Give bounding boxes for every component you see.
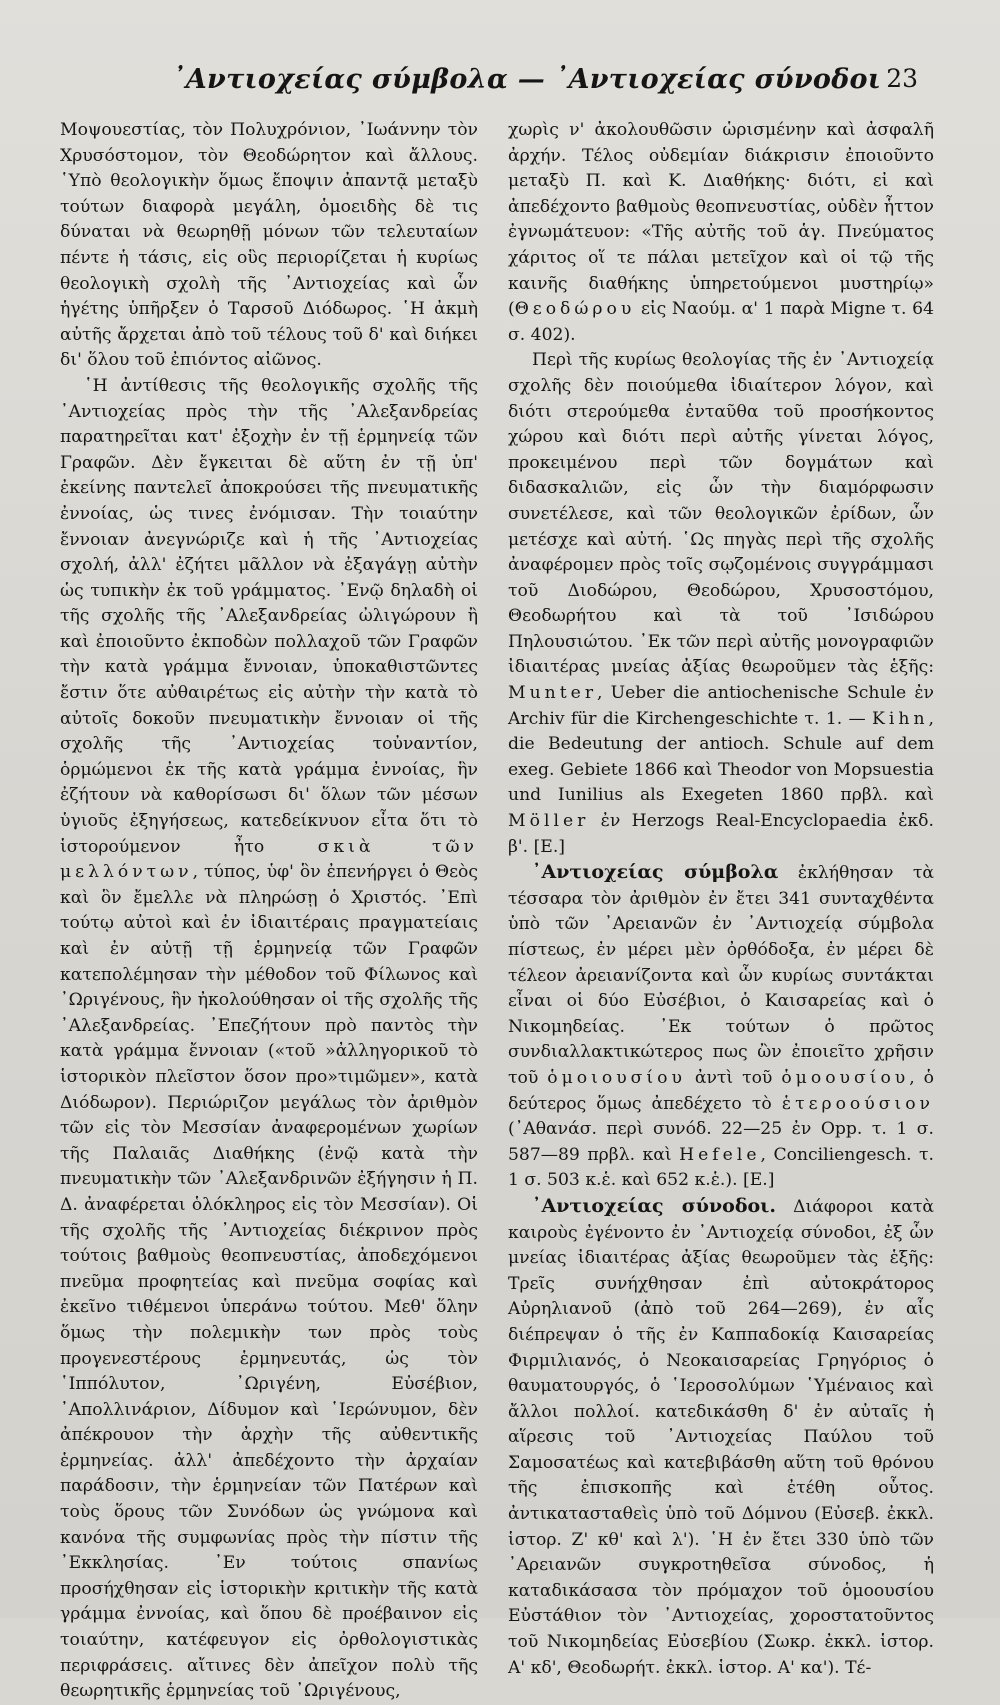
author-name: Kihn — [872, 708, 929, 729]
spaced-emphasis: ἑτεροούσιον — [781, 1093, 934, 1114]
author-name: Munter — [508, 683, 598, 704]
running-title: ᾿Αντιοχείας σύμβολα — ᾿Αντιοχείας σύνοδοι — [172, 64, 882, 95]
entry-title: ᾿Αντιοχείας σύμβολα — [532, 861, 779, 884]
author-name: Hefele — [679, 1144, 761, 1165]
spaced-emphasis: ὁμοιουσίου — [547, 1067, 686, 1088]
spaced-emphasis: ὁμοουσίου — [781, 1067, 910, 1088]
entry-title: ᾿Αντιοχείας σύνοδοι. — [532, 1194, 776, 1217]
spaced-emphasis: σκιὰ τῶν μελλόντων — [60, 836, 478, 883]
right-column — [508, 118, 934, 1681]
entry: ᾿Αντιοχείας σύνοδοι. Διάφοροι κατὰ καιροὺς ἐγένοντο ἐν ᾿Αντιοχείᾳ σύνοδοι, ἐξ ὧν μνείας ἰδιαιτέρας ἀξίας θεωροῦμεν τὰς ἑξῆς: Τρεῖς συνήχθησαν ἐπὶ αὐτοκράτορος Αὐρηλιανοῦ (ἀπὸ τοῦ 264—269), ἐν αἷς διέπρεψαν ὁ τῆς ἐν Καππαδοκίᾳ Καισαρείας Φιρμιλιανός, ὁ Νεοκαισαρείας Γρηγόριος ὁ θαυματουργός, ὁ ῾Ιεροσολύμων ῾Υμέναιος καὶ ἄλλοι πολλοί. κατεδικάσθη δ' ἐν αὐταῖς ἡ αἵρεσις τοῦ ᾿Αντιοχείας Παύλου τοῦ Σαμοσατέως καὶ κατεβιβάσθη αὕτη τοῦ θρόνου τῆς ἐπισκοπῆς καὶ ἐτέθη οὗτος. ἀντικατασταθεὶς ὑπὸ τοῦ Δόμνου (Εὐσεβ. ἐκκλ. ἱστορ. Ζ' κθ' καὶ λ'). ῾Η ἐν ἔτει 330 ὑπὸ τῶν ᾿Αρειανῶν συγκροτηθεῖσα σύνοδος, ἡ καταδικάσασα τὸν πρόμαχον τοῦ ὁμοουσίου Εὐστάθιον τὸν ᾿Αντιοχείας, χοροστατοῦντος τοῦ Νικομηδείας Εὐσεβίου (Σωκρ. ἐκκλ. ἱστορ. Α' κδ', Θεοδωρήτ. ἐκκλ. ἱστορ. Α' κα'). Τέ- — [508, 1194, 934, 1678]
running-header — [0, 60, 1000, 104]
paragraph: χωρὶς ν' ἀκολουθῶσιν ὡρισμένην καὶ ἀσφαλῆ ἀρχήν. Τέλος οὐδεμίαν διάκρισιν ἐποιοῦντο μεταξὺ Π. καὶ Κ. Διαθήκης· διότι, εἰ καὶ ἀπεδέχοντο βαθμοὺς θεοπνευστίας, οὐδὲν ἧττον ἐγνωμάτευον: «Τῆς αὐτῆς τοῦ ἁγ. Πνεύματος χάριτος οἵ τε πάλαι μετεῖχον καὶ οἱ τῷ τῆς καινῆς διαθήκης ὑπηρετούμενοι μυστηρίῳ» (Θεοδώρου εἰς Ναούμ. α' 1 παρὰ Migne τ. 64 σ. 402). — [508, 120, 934, 345]
paragraph: Περὶ τῆς κυρίως θεολογίας τῆς ἐν ᾿Αντιοχείᾳ σχολῆς δὲν ποιούμεθα ἰδιαίτερον λόγον, καὶ διότι στερούμεθα ἐνταῦθα τοῦ προσήκοντος χώρου καὶ διότι περὶ αὐτῆς γίνεται λόγος, προκειμένου περὶ τῶν δογμάτων καὶ διδασκαλιῶν, εἰς ὧν τὴν διαμόρφωσιν συνετέλεσε, καὶ τῶν θεολογικῶν ἐρίδων, ὧν μετέσχε καὶ αὐτή. ῾Ως πηγὰς περὶ τῆς σχολῆς ἀναφέρομεν πρὸς τοῖς σῳζομένοις συγγράμμασι τοῦ Διοδώρου, Θεοδώρου, Χρυσοστόμου, Θεοδωρήτου καὶ τὰ τοῦ ᾿Ισιδώρου Πηλουσιώτου. ᾿Εκ τῶν περὶ αὐτῆς μονογραφιῶν ἰδιαιτέρας μνείας ἀξίας θεωροῦμεν τὰς ἑξῆς: Munter, Ueber die antiochenische Schule ἐν Archiv für die Kirchengeschichte τ. 1. — Kihn, die Bedeutung der antioch. Schule auf dem exeg. Gebiete 1866 καὶ Theodor von Mopsuestia und Iunilius als Exegeten 1860 πρβλ. καὶ Möller ἐν Herzogs Real-Encyclopaedia ἐκδ. β'. [E.] — [508, 350, 934, 857]
page-number: 23 — [886, 64, 918, 93]
entry: ᾿Αντιοχείας σύμβολα ἐκλήθησαν τὰ τέσσαρα τὸν ἀριθμὸν ἐν ἔτει 341 συνταχθέντα ὑπὸ τῶν ᾿Αρειανῶν ἐν ᾿Αντιοχείᾳ σύμβολα πίστεως, ἐν μέρει μὲν ὀρθόδοξα, ἐν μέρει δὲ τέλεον ἀρειανίζοντα καὶ ὧν κυρίως συντάκται εἶναι οἱ δύο Εὐσέβιοι, ὁ Καισαρείας καὶ ὁ Νικομηδείας. ᾿Εκ τούτων ὁ πρῶτος συνδιαλλακτικώτερος πως ὢν ἐποιεῖτο χρῆσιν τοῦ ὁμοιουσίου ἀντὶ τοῦ ὁμοουσίου, ὁ δεύτερος ὅμως ἀπεδέχετο τὸ ἑτεροούσιον (᾿Αθανάσ. περὶ συνόδ. 22—25 ἐν Opp. τ. 1 σ. 587—89 πρβλ. καὶ Hefele, Conciliengesch. τ. 1 σ. 503 κ.ἑ. καὶ 652 κ.ἑ.). [E.] — [508, 861, 935, 1191]
paragraph: ῾Η ἀντίθεσις τῆς θεολογικῆς σχολῆς τῆς ᾿Αντιοχείας πρὸς τὴν τῆς ᾿Αλεξανδρείας παρατηρεῖται κατ' ἐξοχὴν ἐν τῇ ἑρμηνείᾳ τῶν Γραφῶν. Δὲν ἔγκειται δὲ αὕτη ἐν τῇ ὑπ' ἐκείνης παντελεῖ ἀποκρούσει τῆς πνευματικῆς ἐννοίας, ὡς τινες ἐνόμισαν. Τὴν τοιαύτην ἔννοιαν ἀνεγνώριζε καὶ ἡ τῆς ᾿Αντιοχείας σχολή, ἀλλ' ἐζήτει μᾶλλον νὰ ἐξαγάγῃ αὐτὴν ὡς τυπικὴν ἐκ τοῦ γράμματος. ᾿Ενῷ δηλαδὴ οἱ τῆς σχολῆς τῆς ᾿Αλεξανδρείας ὠλιγώρουν ἢ καὶ ἐποιοῦντο ἐκποδὼν πολλαχοῦ τῶν Γραφῶν τὴν κατὰ γράμμα ἔννοιαν, ὑποκαθιστῶντες ἔστιν ὅτε αὐθαιρέτως εἰς αὐτὴν τὴν κατὰ τὸ αὐτοῖς δοκοῦν πνευματικὴν ἔννοιαν οἱ τῆς σχολῆς τῆς ᾿Αντιοχείας τοὐναντίον, ὁρμώμενοι ἐκ τῆς κατὰ γράμμα ἐννοίας, ἣν ἐζήτουν νὰ καθορίσωσι δι' ὅλων τῶν μέσων ὑγιοῦς ἐξηγήσεως, κατεδείκνυον εἶτα ὅτι τὸ ἱστορούμενον ἦτο σκιὰ τῶν μελλόντων, τύπος, ὑφ' ὃν ἐπενήργει ὁ Θεὸς καὶ ὃν ἔμελλε νὰ πληρώσῃ ὁ Χριστός. ᾿Επὶ τούτῳ αὐτοὶ καὶ ἐν ἰδιαιτέραις πραγματείαις καὶ ἐν αὐτῇ τῇ ἑρμηνείᾳ τῶν Γραφῶν κατεπολέμησαν τὴν μέθοδον τοῦ Φίλωνος καὶ ᾿Ωριγένους, ἣν ἠκολούθησαν οἱ τῆς σχολῆς τῆς ᾿Αλεξανδρείας. ᾿Επεζήτουν πρὸ παντὸς τὴν κατὰ γράμμα ἔννοιαν («τοῦ »ἀλληγορικοῦ τὸ ἱστορικὸν πλεῖστον ὅσον προ»τιμῶμεν», κατὰ Διόδωρον). Περιώριζον μεγάλως τὸν ἀριθμὸν τῶν εἰς τὸν Μεσσίαν ἀναφερομένων χωρίων τῆς Παλαιᾶς Διαθήκης (ἐνῷ κατὰ τὴν πνευματικὴν τῶν ᾿Αλεξανδρινῶν ἐξήγησιν ἡ Π. Δ. ἀναφέρεται ὁλόκληρος εἰς τὸν Μεσσίαν). Οἱ τῆς σχολῆς τῆς ᾿Αντιοχείας διέκρινον πρὸς τούτοις βαθμοὺς θεοπνευστίας, ἀποδεχόμενοι πνεῦμα προφητείας καὶ πνεῦμα σοφίας καὶ ἐκεῖνο τιθέμενοι ὑπεράνω τούτου. Μεθ' ὅλην ὅμως τὴν πολεμικὴν των πρὸς τοὺς προγενεστέρους ἑρμηνευτάς, ὡς τὸν ῾Ιππόλυτον, ᾿Ωριγένη, Εὐσέβιον, ᾿Απολλινάριον, Δίδυμον καὶ ῾Ιερώνυμον, δὲν ἀπέκρουον τὴν ἀρχὴν τῆς αὐθεντικῆς ἑρμηνείας. ἀλλ' ἀπεδέχοντο τὴν ἀρχαίαν παράδοσιν, τὴν ἑρμηνείαν τῶν Πατέρων καὶ τοὺς ὅρους τῶν Συνόδων ὡς γνώμονα καὶ κανόνα τῆς συμφωνίας πρὸς τὴν πίστιν τῆς ᾿Εκκλησίας. ᾿Εν τούτοις σπανίως προσήχθησαν εἰς ἱστορικὴν κριτικὴν τῆς κατὰ γράμμα ἐννοίας, καὶ ὅπου δὲ προέβαινον εἰς τοιαύτην, κατέφευγον εἰς ὀρθολογιστικὰς περιφράσεις. αἴτινες δὲν ἀπεῖχον πολὺ τῆς θεωρητικῆς ἑρμηνείας τοῦ ᾿Ωριγένους, — [60, 375, 478, 1702]
paragraph: Μοψουεστίας, τὸν Πολυχρόνιον, ᾿Ιωάννην τὸν Χρυσόστομον, τὸν Θεοδώρητον καὶ ἄλλους. ῾Υπὸ θεολογικὴν ὅμως ἔποψιν ἀπαντᾷ μεταξὺ τούτων διαφορὰ μεγάλη, ὁμοειδὴς δὲ τις δύναται νὰ θεωρηθῇ μόνων τῶν τελευταίων πέντε ἡ τάσις, εἰς οὓς περιορίζεται ἡ κυρίως θεολογικὴ σχολὴ τῆς ᾿Αντιοχείας καὶ ὧν ἡγέτης ὑπῆρξεν ὁ Ταρσοῦ Διόδωρος. ῾Η ἀκμὴ αὐτῆς ἄρχεται ἀπὸ τοῦ τέλους τοῦ δ' καὶ διήκει δι' ὅλου τοῦ ἐπιόντος αἰῶνος. — [60, 120, 478, 371]
spaced-emphasis: Θεοδώρου — [514, 299, 636, 320]
author-name: Möller — [508, 811, 590, 832]
left-column — [60, 118, 478, 1705]
